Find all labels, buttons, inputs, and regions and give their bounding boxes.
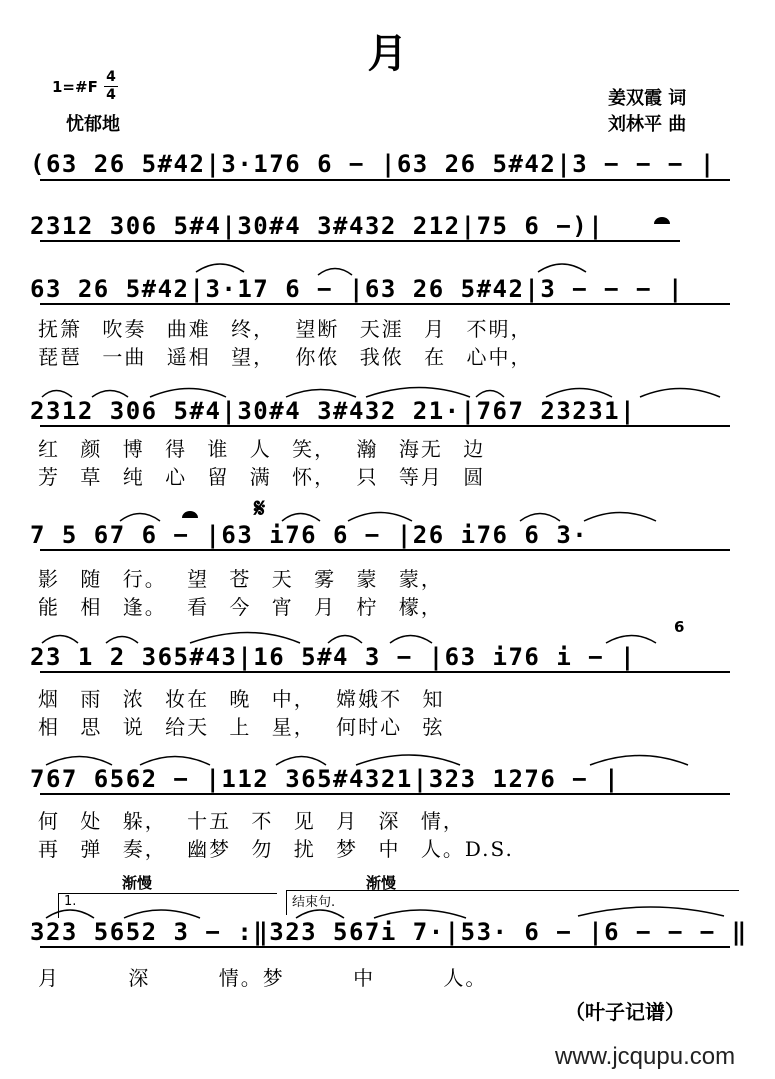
slur bbox=[120, 514, 160, 522]
ritardando-2: 渐慢 bbox=[366, 874, 397, 892]
slur bbox=[538, 264, 586, 272]
lyric-8: 月 深 情。梦 中 人。 bbox=[38, 966, 488, 990]
grace-note: 6 bbox=[674, 618, 685, 636]
slur bbox=[366, 388, 470, 398]
fermata bbox=[654, 217, 670, 224]
staff-line-7: 767 6562 − |112 365#4321|323 1276 − | bbox=[30, 765, 621, 793]
staff-line-8: 323 5652 3 − :‖323 567i 7·|53· 6 − |6 − − − ‖ bbox=[30, 918, 748, 946]
slur bbox=[374, 910, 466, 918]
slur bbox=[390, 636, 432, 644]
composer-credit: 刘林平 曲 bbox=[608, 114, 687, 135]
lyric-6-verse-2: 相 思 说 给天 上 星， 何时心 弦 bbox=[38, 715, 445, 739]
slur bbox=[640, 389, 720, 398]
slur bbox=[606, 636, 656, 644]
lyricist-credit: 姜双霞 词 bbox=[608, 88, 687, 109]
slur bbox=[92, 391, 128, 398]
staff-line-5: 7 5 67 6 − |63 i76 6 − |26 i76 6 3· bbox=[30, 521, 589, 549]
lyric-3-verse-1: 抚箫 吹奏 曲难 终， 望断 天涯 月 不明， bbox=[38, 317, 533, 341]
slur bbox=[296, 910, 344, 918]
slur bbox=[42, 391, 72, 398]
lyric-7-verse-2: 再 弹 奏， 幽梦 勿 扰 梦 中 人。D.S. bbox=[38, 837, 514, 861]
staff-line-2: 2312 306 5#4|30#4 3#432 212|75 6 −)| bbox=[30, 212, 605, 240]
website-watermark[interactable]: www.jcqupu.com bbox=[555, 1043, 736, 1070]
first-ending-label: 1. bbox=[64, 894, 77, 909]
slur bbox=[282, 514, 320, 522]
staff-line-3: 63 26 5#42|3·17 6 − |63 26 5#42|3 − − − | bbox=[30, 275, 684, 303]
lyric-5-verse-1: 影 随 行。 望 苍 天 雾 蒙 蒙， bbox=[38, 567, 443, 591]
slur bbox=[476, 391, 504, 398]
slur bbox=[196, 264, 244, 272]
slur bbox=[46, 757, 112, 766]
slur bbox=[124, 910, 200, 918]
lyric-6-verse-1: 烟 雨 浓 妆在 晚 中， 嫦娥不 知 bbox=[38, 687, 445, 711]
key-signature: 1=#F bbox=[52, 78, 98, 96]
page-title: 月 bbox=[367, 31, 408, 77]
slur bbox=[106, 637, 138, 644]
slur bbox=[328, 636, 362, 644]
staff-line-4: 2312 306 5#4|30#4 3#432 21·|767 23231| bbox=[30, 397, 637, 425]
tempo-marking: 忧郁地 bbox=[66, 114, 120, 135]
slur bbox=[190, 633, 300, 644]
slur bbox=[546, 389, 612, 398]
slur bbox=[286, 390, 356, 398]
slur bbox=[276, 757, 326, 766]
segno-sign: 𝄋 bbox=[254, 494, 266, 524]
ritardando-1: 渐慢 bbox=[122, 874, 153, 892]
lyric-3-verse-2: 琵琶 一曲 遥相 望， 你侬 我侬 在 心中， bbox=[38, 345, 533, 369]
time-bottom: 4 bbox=[106, 87, 116, 103]
lyric-4-verse-1: 红 颜 博 得 谁 人 笑， 瀚 海无 边 bbox=[38, 437, 486, 461]
slur bbox=[578, 907, 724, 916]
recorder-credit: （叶子记谱） bbox=[565, 1000, 685, 1024]
staff-line-1: (63 26 5#42|3·176 6 − |63 26 5#42|3 − − − | bbox=[30, 150, 716, 178]
lyric-5-verse-2: 能 相 逢。 看 今 宵 月 柠 檬， bbox=[38, 595, 443, 619]
slur bbox=[348, 513, 412, 522]
time-top: 4 bbox=[106, 69, 116, 85]
slur bbox=[356, 755, 460, 765]
slur bbox=[46, 910, 94, 918]
slur bbox=[520, 514, 560, 522]
slur bbox=[584, 513, 656, 522]
staff-line-6: 23 1 2 365#43|16 5#4 3 − |63 i76 i − | bbox=[30, 643, 637, 671]
slur bbox=[150, 389, 226, 398]
slur bbox=[318, 269, 352, 276]
slur bbox=[42, 636, 78, 644]
slur bbox=[140, 757, 210, 766]
lyric-7-verse-1: 何 处 躲， 十五 不 见 月 深 情， bbox=[38, 809, 465, 833]
slur bbox=[590, 756, 688, 766]
final-ending-label: 结束句. bbox=[292, 895, 336, 910]
lyric-4-verse-2: 芳 草 纯 心 留 满 怀， 只 等月 圆 bbox=[38, 465, 486, 489]
fermata bbox=[182, 511, 198, 518]
